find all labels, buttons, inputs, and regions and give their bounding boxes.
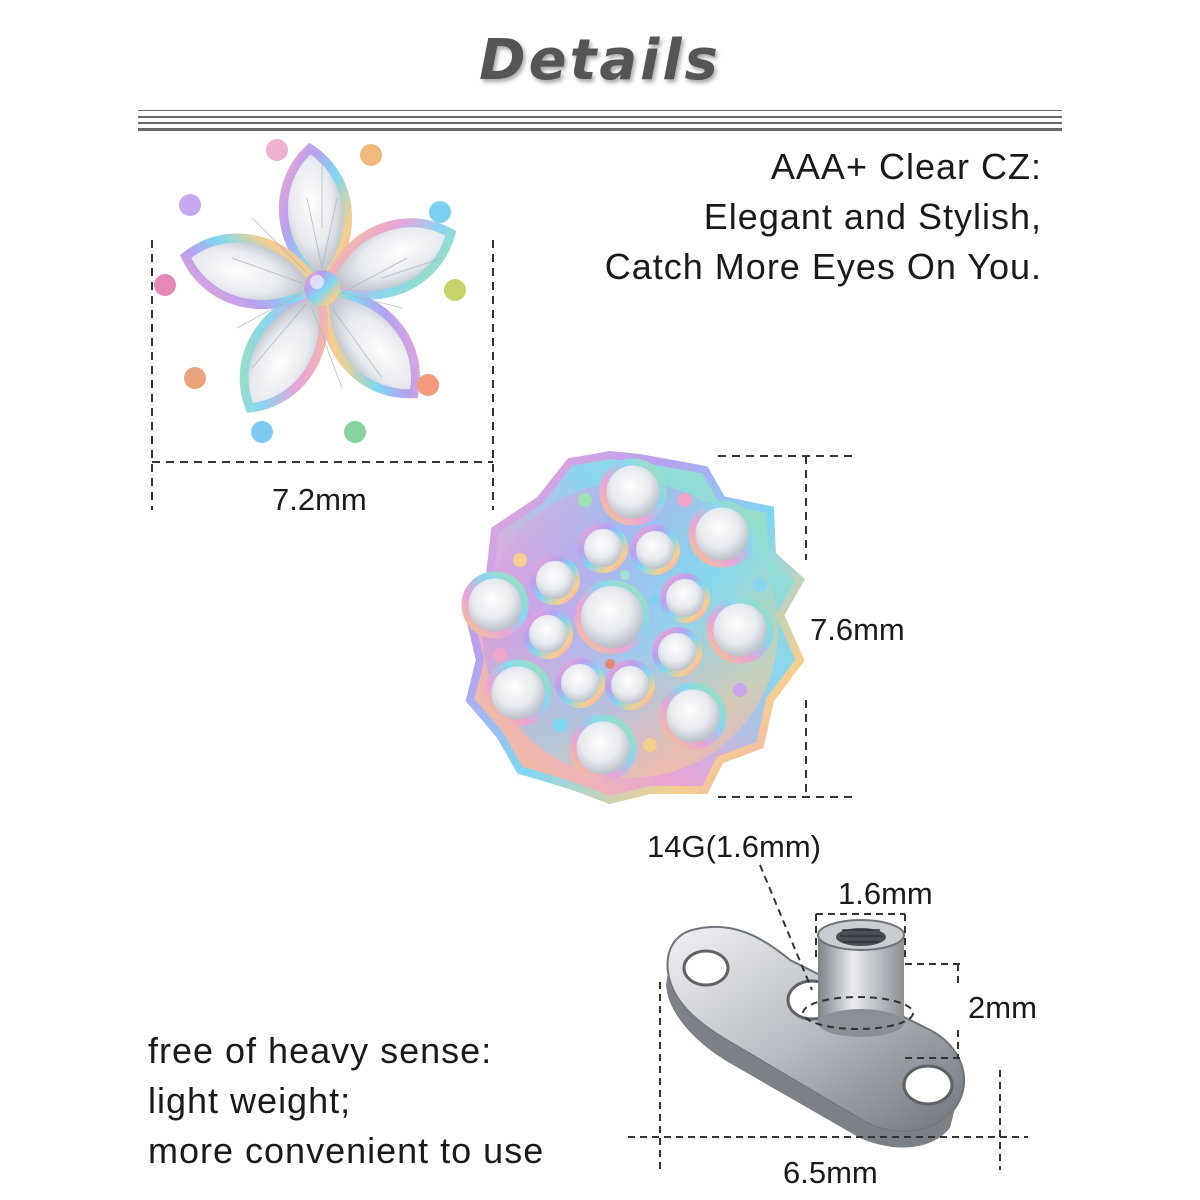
base-length-label: 6.5mm [783,1155,878,1190]
weight-feature-line: free of heavy sense: [148,1030,493,1071]
cz-feature-line: AAA+ Clear CZ: [770,146,1042,187]
gauge-label: 14G(1.6mm) [647,829,821,864]
page-title: Details [479,28,721,93]
flower-width-label: 7.2mm [272,482,367,517]
cluster-top-image [465,455,800,800]
cz-feature-line: Elegant and Stylish, [703,196,1042,237]
flower-top-image [154,139,466,443]
cluster-height-label: 7.6mm [810,612,905,647]
weight-feature-line: more convenient to use [148,1130,545,1171]
weight-feature-line: light weight; [148,1080,352,1121]
cz-feature-line: Catch More Eyes On You. [604,246,1042,287]
post-diameter-label: 1.6mm [838,876,933,911]
post-height-label: 2mm [968,990,1037,1025]
